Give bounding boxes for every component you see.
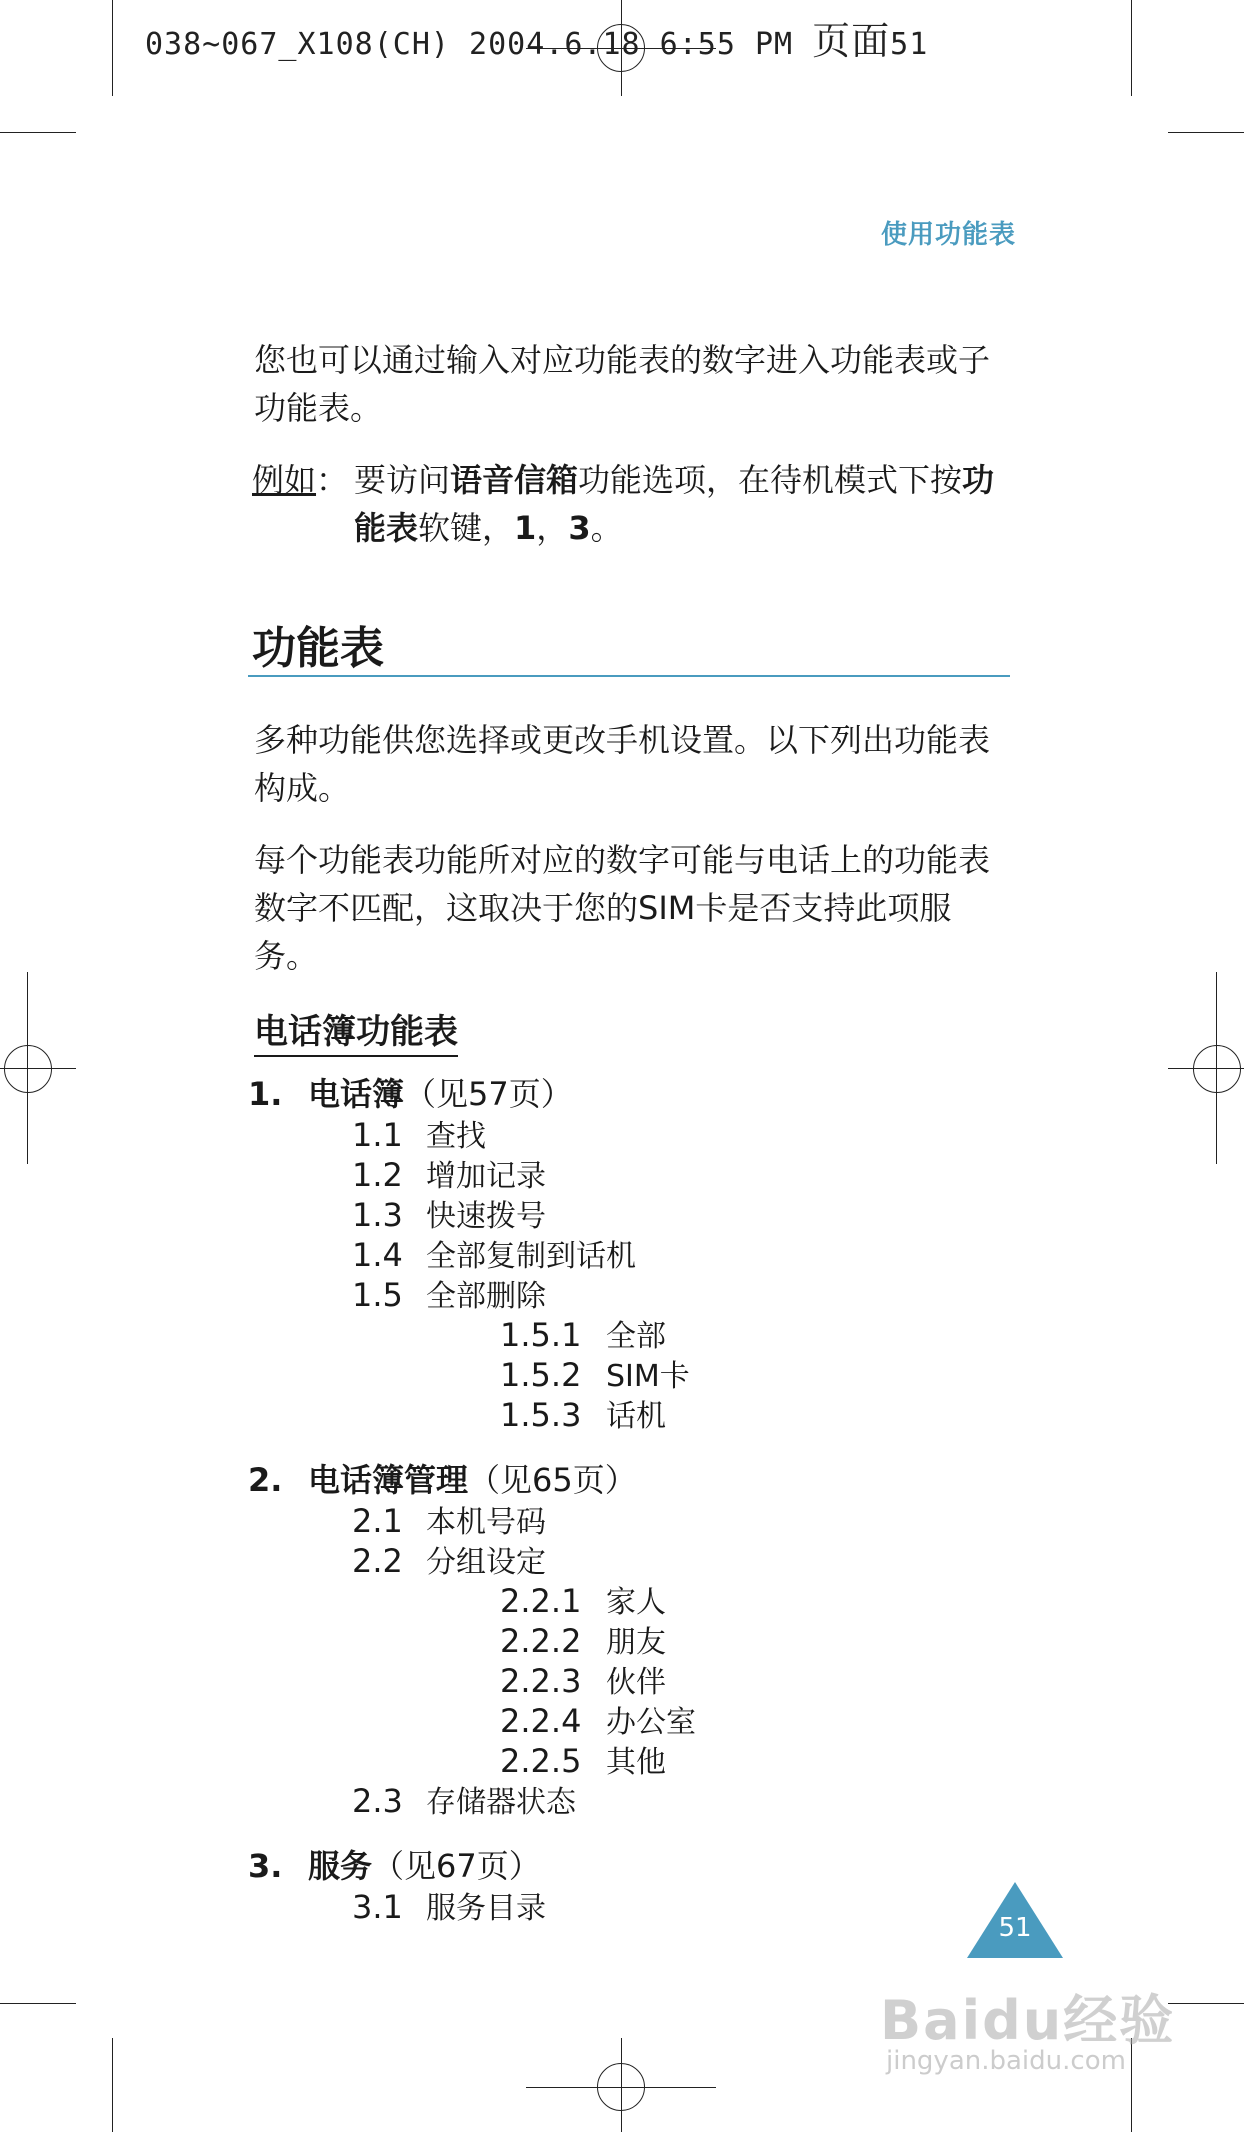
sub-submenu-label: 家人 xyxy=(606,1585,666,1620)
submenu-number: 1.3 xyxy=(352,1196,403,1234)
menu-item xyxy=(248,1072,1008,1116)
submenu-number: 2.2 xyxy=(352,1542,403,1580)
sub-submenu-number: 2.2.5 xyxy=(500,1742,582,1780)
intro-paragraph xyxy=(254,336,1004,432)
description-paragraph-2: 每个功能表功能所对应的数字可能与电话上的功能表数字不匹配，这取决于您的SIM卡是否支持此项服务。 xyxy=(254,841,991,975)
example-voicemail: 语音信箱 xyxy=(450,461,579,499)
submenu-item xyxy=(248,1196,1008,1236)
crop-mark xyxy=(112,0,113,96)
crop-mark xyxy=(112,2038,113,2132)
submenu-number: 1.2 xyxy=(352,1156,403,1194)
watermark-url: jingyan.baidu.com xyxy=(886,2046,1126,2076)
sub-submenu-number: 2.2.4 xyxy=(500,1702,582,1740)
menu-tree xyxy=(248,1072,1008,1928)
sub-submenu-number: 1.5.3 xyxy=(500,1396,582,1434)
page-title: 功能表 xyxy=(252,623,384,674)
submenu-label: 分组设定 xyxy=(426,1545,546,1580)
example-menu-key: 功能表 xyxy=(354,461,995,547)
submenu-label: 增加记录 xyxy=(426,1159,546,1194)
submenu-item xyxy=(248,1116,1008,1156)
example-key-1: 1 xyxy=(514,509,537,547)
menu-page-ref: （见65页） xyxy=(468,1461,637,1499)
crop-mark xyxy=(0,2003,76,2004)
menu-item xyxy=(248,1844,1008,1888)
submenu-item xyxy=(248,1276,1008,1316)
sub-submenu-item xyxy=(248,1662,1008,1702)
example-key-3: 3 xyxy=(568,509,591,547)
menu-page-ref: （见67页） xyxy=(372,1847,541,1885)
sub-submenu-item xyxy=(248,1702,1008,1742)
title-rule xyxy=(248,675,1010,677)
sub-submenu-number: 1.5.2 xyxy=(500,1356,582,1394)
example-text-pre: 要访问 xyxy=(354,461,451,499)
sub-submenu-number: 2.2.2 xyxy=(500,1622,582,1660)
section-header: 使用功能表 xyxy=(880,220,1016,250)
intro-text: 您也可以通过输入对应功能表的数字进入功能表或子功能表。 xyxy=(254,341,991,427)
sub-submenu-item xyxy=(248,1742,1008,1782)
menu-title: 电话簿管理 xyxy=(308,1461,469,1499)
page-number: 51 xyxy=(998,1913,1032,1943)
sub-submenu-label: 办公室 xyxy=(606,1705,696,1740)
submenu-label: 全部删除 xyxy=(426,1279,546,1314)
example-text-mid2: 软键， xyxy=(418,509,515,547)
registration-mark xyxy=(1193,1045,1241,1093)
sub-submenu-label: SIM卡 xyxy=(606,1359,690,1394)
sub-submenu-label: 朋友 xyxy=(606,1625,666,1660)
sub-submenu-item xyxy=(248,1622,1008,1662)
example-paragraph xyxy=(252,456,1012,552)
menu-number: 2. xyxy=(248,1461,283,1499)
submenu-label: 存储器状态 xyxy=(426,1785,576,1820)
menu-title: 服务 xyxy=(308,1847,373,1885)
print-page-label: 页面 xyxy=(812,19,891,63)
submenu-number: 1.1 xyxy=(352,1116,403,1154)
description-paragraph-1: 多种功能供您选择或更改手机设置。以下列出功能表构成。 xyxy=(254,721,991,807)
sub-submenu-number: 2.2.1 xyxy=(500,1582,582,1620)
sub-submenu-item xyxy=(248,1396,1008,1436)
menu-item xyxy=(248,1458,1008,1502)
print-header xyxy=(145,10,928,65)
sub-submenu-number: 1.5.1 xyxy=(500,1316,582,1354)
crop-mark xyxy=(1168,2003,1244,2004)
submenu-number: 3.1 xyxy=(352,1888,403,1926)
submenu-number: 1.4 xyxy=(352,1236,403,1274)
submenu-label: 快速拨号 xyxy=(426,1199,546,1234)
submenu-number: 2.3 xyxy=(352,1782,403,1820)
example-comma: ， xyxy=(536,509,569,547)
print-code: 038~067_X108(CH) 2004.6.18 6:55 PM xyxy=(145,27,794,62)
sub-submenu-label: 伙伴 xyxy=(606,1665,666,1700)
submenu-item xyxy=(248,1502,1008,1542)
crop-mark xyxy=(0,132,76,133)
sub-submenu-label: 全部 xyxy=(606,1319,666,1354)
submenu-label: 本机号码 xyxy=(426,1505,546,1540)
submenu-item xyxy=(248,1156,1008,1196)
sub-submenu-label: 其他 xyxy=(606,1745,666,1780)
submenu-item xyxy=(248,1888,1008,1928)
submenu-number: 1.5 xyxy=(352,1276,403,1314)
example-label: 例如 xyxy=(252,461,317,499)
crop-mark xyxy=(1131,0,1132,96)
menu-number: 1. xyxy=(248,1075,283,1113)
example-end: 。 xyxy=(590,509,623,547)
menu-title: 电话簿 xyxy=(308,1075,405,1113)
registration-mark xyxy=(4,1045,52,1093)
sub-submenu-item xyxy=(248,1582,1008,1622)
submenu-label: 服务目录 xyxy=(426,1891,546,1926)
submenu-label: 全部复制到话机 xyxy=(426,1239,636,1274)
submenu-label: 查找 xyxy=(426,1119,486,1154)
submenu-number: 2.1 xyxy=(352,1502,403,1540)
example-text-mid: 功能选项，在待机模式下按 xyxy=(578,461,963,499)
sub-submenu-item xyxy=(248,1356,1008,1396)
menu-number: 3. xyxy=(248,1847,283,1885)
submenu-item xyxy=(248,1236,1008,1276)
section-subheading: 电话簿功能表 xyxy=(254,1004,458,1057)
submenu-item xyxy=(248,1782,1008,1822)
registration-mark xyxy=(597,2063,645,2111)
print-page-number: 51 xyxy=(890,27,929,62)
submenu-item xyxy=(248,1542,1008,1582)
sub-submenu-number: 2.2.3 xyxy=(500,1662,582,1700)
crop-mark xyxy=(1168,132,1244,133)
example-separator: ： xyxy=(316,461,349,499)
menu-page-ref: （见57页） xyxy=(404,1075,573,1113)
sub-submenu-item xyxy=(248,1316,1008,1356)
sub-submenu-label: 话机 xyxy=(606,1399,666,1434)
watermark-logo: Baidu经验 xyxy=(880,1989,1176,2052)
